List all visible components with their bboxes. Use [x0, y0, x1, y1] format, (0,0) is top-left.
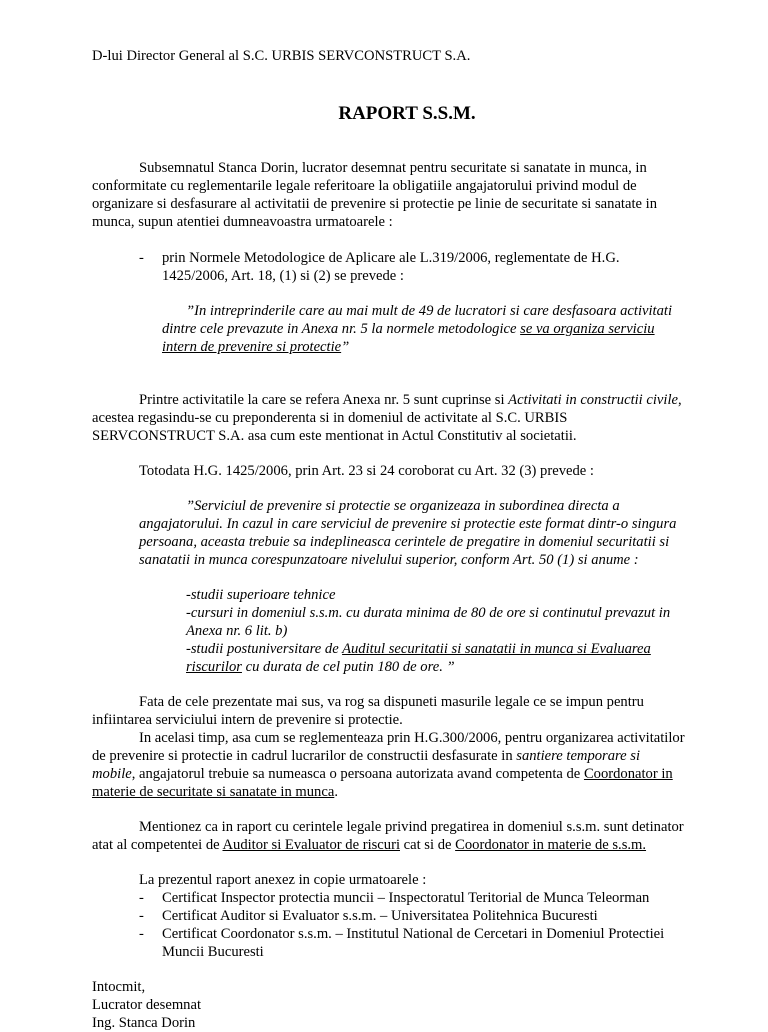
para5-line-1: Mentionez ca in raport cu cerintele legale privind pregatirea in domeniul s.s.m. sunt detinator — [139, 819, 684, 835]
para4-underline-2: materie de securitate si sanatate in munca — [92, 784, 335, 800]
document-title: RAPORT S.S.M. — [338, 103, 476, 124]
bullet-dash: - — [139, 250, 144, 266]
quote1-line-1: ”In intreprinderile care au mai mult de 49 de lucratori si care desfasoara activitati — [186, 303, 672, 319]
quote2-underline-2: riscurilor — [186, 659, 242, 675]
para3-line-1: Totodata H.G. 1425/2006, prin Art. 23 si 24 coroborat cu Art. 32 (3) prevede : — [139, 463, 594, 479]
para4-line-2: infiintarea serviciului intern de prevenire si protectie. — [92, 712, 403, 728]
annex-item-1: Certificat Inspector protectia muncii – Inspectoratul Teritorial de Munca Teleorman — [162, 890, 650, 906]
annex-dash-3: - — [139, 926, 144, 942]
para2-line-2: acestea regasindu-se cu preponderenta si in domeniul de activitate al S.C. URBIS — [92, 410, 568, 426]
bullet1-line-1: prin Normele Metodologice de Aplicare ale L.319/2006, reglementate de H.G. — [162, 250, 620, 266]
quote2-line-1: ”Serviciul de prevenire si protectie se organizeaza in subordinea directa a — [186, 498, 620, 514]
quote2-line-2: angajatorului. In cazul in care serviciul de prevenire si protectie este format dintr-o singura — [139, 516, 677, 532]
quote1-underline-1: se va organiza serviciu — [520, 321, 655, 337]
annex-item-3: Certificat Coordonator s.s.m. – Institutul National de Cercetari in Domeniul Protectiei — [162, 926, 665, 942]
para2-line-1: Printre activitatile la care se refera Anexa nr. 5 sunt cuprinse si Activitati in constructii civile, — [139, 392, 682, 408]
signature-intocmit: Intocmit, — [92, 979, 146, 995]
quote2-item-3-cont: riscurilor cu durata de cel putin 180 de ore. ” — [186, 659, 455, 675]
quote2-line-3: persoana, aceasta trebuie sa indeplineasca cerintele de pregatire in domeniul securitatii si — [139, 534, 670, 550]
annex-dash-2: - — [139, 908, 144, 924]
para5-line-2: atat al competentei de Auditor si Evaluator de riscuri cat si de Coordonator in materie de s.s.m. — [92, 837, 647, 853]
para4-line-5: mobile, angajatorul trebuie sa numeasca o persoana autorizata avand competenta de Coordonator in — [92, 766, 673, 782]
annex-intro: La prezentul raport anexez in copie urmatoarele : — [139, 872, 427, 888]
quote1-underline-2: intern de prevenire si protectie — [162, 339, 342, 355]
quote2-item-2: -cursuri in domeniul s.s.m. cu durata minima de 80 de ore si continutul prevazut in — [186, 605, 671, 621]
intro-line-4: munca, supun atentiei dumneavoastra urmatoarele : — [92, 214, 393, 230]
para4-line-3: In acelasi timp, asa cum se reglementeaza prin H.G.300/2006, pentru organizarea activitatilor — [139, 730, 685, 746]
quote2-underline-1: Auditul securitatii si sanatatii in munca si Evaluarea — [342, 641, 651, 657]
auditor-link-text: Auditor si Evaluator de riscuri — [222, 837, 400, 853]
intro-line-3: organizare si desfasurare al activitatii de prevenire si protectie pe linie de securitate si sanatate in — [92, 196, 657, 212]
quote2-item-1: -studii superioare tehnice — [186, 587, 336, 603]
signature-name: Ing. Stanca Dorin — [92, 1015, 196, 1031]
para4-line-1: Fata de cele prezentate mai sus, va rog sa dispuneti masurile legale ce se impun pentru — [139, 694, 644, 710]
para4-underline-1: Coordonator in — [583, 766, 673, 782]
annex-dash-1: - — [139, 890, 144, 906]
coordonator-link-text: Coordonator in materie de s.s.m. — [455, 837, 647, 853]
intro-line-1: Subsemnatul Stanca Dorin, lucrator desemnat pentru securitate si sanatate in munca, in — [139, 160, 647, 176]
para4-line-6: materie de securitate si sanatate in munca. — [92, 784, 338, 800]
quote1-line-2: dintre cele prevazute in Anexa nr. 5 la normele metodologice se va organiza serviciu — [162, 321, 655, 337]
quote2-item-2-cont: Anexa nr. 6 lit. b) — [186, 623, 288, 639]
addressee: D-lui Director General al S.C. URBIS SERVCONSTRUCT S.A. — [92, 48, 471, 64]
annex-item-3-cont: Muncii Bucuresti — [162, 944, 264, 960]
annex-item-2: Certificat Auditor si Evaluator s.s.m. – Universitatea Politehnica Bucuresti — [162, 908, 598, 924]
para4-line-4: de prevenire si protectie in cadrul lucrarilor de constructii desfasurate in santiere temporare si — [92, 748, 641, 764]
bullet1-line-2: 1425/2006, Art. 18, (1) si (2) se prevede : — [162, 268, 404, 284]
intro-line-2: conformitate cu reglementarile legale referitoare la obligatiile angajatorului privind modul de — [92, 178, 637, 194]
quote2-line-4: sanatatii in munca corespunzatoare nivelului superior, conform Art. 50 (1) si anume : — [139, 552, 639, 568]
signature-role: Lucrator desemnat — [92, 997, 201, 1013]
quote1-line-3: intern de prevenire si protectie” — [162, 339, 350, 355]
para2-line-3: SERVCONSTRUCT S.A. asa cum este mentionat in Actul Constitutiv al societatii. — [92, 428, 577, 444]
quote2-item-3: -studii postuniversitare de Auditul securitatii si sanatatii in munca si Evaluarea — [186, 641, 651, 657]
